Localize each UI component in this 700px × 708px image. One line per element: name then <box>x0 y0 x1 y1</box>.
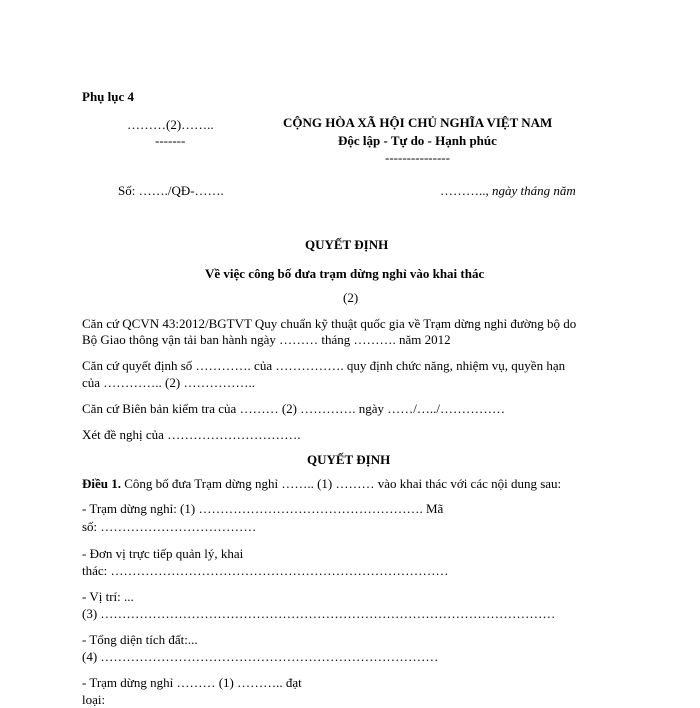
item-area-line-b: (4) …………………………………………………………………… <box>82 649 439 664</box>
basis-line-1b: Bộ Giao thông vận tải ban hành ngày ……… tháng ………. năm 2012 <box>82 332 451 347</box>
item-unit-line-a: - Đơn vị trực tiếp quản lý, khai <box>82 546 244 561</box>
item-location-line-a: - Vị trí: ... <box>82 589 134 604</box>
article-1-text: Công bố đưa Trạm dừng nghỉ …….. (1) ……… vào khai thác với các nội dung sau: <box>121 476 562 491</box>
item-unit-line-b: thác: …………………………………………………………………… <box>82 563 449 578</box>
basis-line-4: Xét đề nghị của …………………………. <box>82 427 301 442</box>
agency-name-line: ………(2)…….. <box>127 117 214 132</box>
item-station-line-a: - Trạm dừng nghỉ: (1) ……………………………………………. Mã <box>82 501 444 516</box>
article-1-label: Điều 1. <box>82 476 121 491</box>
basis-line-2b: của ………….. (2) …………….. <box>82 375 255 390</box>
decision-number-line: Số: ……./QĐ-……. <box>118 183 224 198</box>
agency-underline: ------- <box>155 133 186 148</box>
appendix-label: Phụ lục 4 <box>82 89 135 104</box>
item-location-line-b: (3) …………………………………………………………………………………………… <box>82 606 556 621</box>
date-text: ngày tháng năm <box>488 183 576 198</box>
article-1 <box>82 476 561 492</box>
basis-line-2a: Căn cứ quyết định số …………. của ……………. quy định chức năng, nhiệm vụ, quyền hạn <box>82 358 566 373</box>
decision-subtitle: Về việc công bố đưa trạm dừng nghỉ vào khai thác <box>205 266 485 281</box>
national-underline: --------------- <box>385 150 450 165</box>
item-grade-line-a: - Trạm dừng nghỉ ……… (1) ……….. đạt <box>82 675 302 690</box>
date-place: ……….., <box>440 183 489 198</box>
date-line <box>440 183 576 199</box>
item-grade-line-b: loại: <box>82 692 106 707</box>
item-station-line-b: số: ……………………………… <box>82 519 257 534</box>
item-area-line-a: - Tổng diện tích đất:... <box>82 632 198 647</box>
basis-line-1a: Căn cứ QCVN 43:2012/BGTVT Quy chuẩn kỹ thuật quốc gia về Trạm dừng nghỉ đường bộ do <box>82 316 577 331</box>
decision-section-heading: QUYẾT ĐỊNH <box>307 452 391 467</box>
decision-title: QUYẾT ĐỊNH <box>305 237 389 252</box>
basis-line-3: Căn cứ Biên bản kiểm tra của ……… (2) …………. ngày ……/…../…………… <box>82 401 505 416</box>
national-title: CỘNG HÒA XÃ HỘI CHỦ NGHĨA VIỆT NAM <box>283 115 553 130</box>
national-motto: Độc lập - Tự do - Hạnh phúc <box>338 133 497 148</box>
issuer-placeholder: (2) <box>343 290 359 305</box>
